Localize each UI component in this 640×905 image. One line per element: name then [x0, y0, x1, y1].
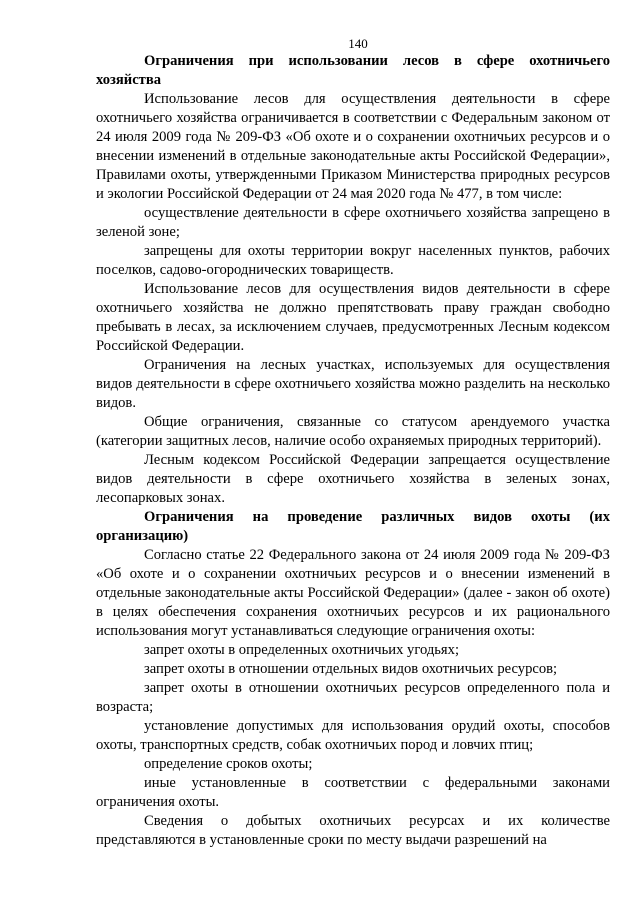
paragraph: Согласно статье 22 Федерального закона от 24 июля 2009 года № 209-ФЗ «Об охоте и о сохранении охотничьих ресурсов и о внесении изменений в отдельные законодательные акты Российской Федерации» (далее - закон об охоте) в целях обеспечения сохранения охотничьих ресурсов и их рационального использования могут устанавливаться следующие ограничения охоты: [96, 547, 610, 639]
paragraph: Общие ограничения, связанные со статусом арендуемого участка (категории защитных лесов, наличие особо охраняемых природных территорий). [96, 414, 610, 449]
paragraph: Лесным кодексом Российской Федерации запрещается осуществление видов деятельности в сфере охотничьего хозяйства в зеленых зонах, лесопарковых зонах. [96, 452, 610, 506]
section-heading-forest-use: Ограничения при использовании лесов в сфере охотничьего хозяйства [96, 53, 610, 88]
paragraph: Использование лесов для осуществления деятельности в сфере охотничьего хозяйства ограничивается в соответствии с Федеральным законом от 24 июля 2009 года № 209-ФЗ «Об охоте и о сохранении охотничьих ресурсов и о внесении изменений в отдельные законодательные акты Российской Федерации», Правилами охоты, утвержденными Приказом Министерства природных ресурсов и экологии Российской Федерации от 24 мая 2020 года № 477, в том числе: [96, 91, 610, 202]
section-heading-hunting-restrictions: Ограничения на проведение различных видов охоты (их организацию) [96, 509, 610, 544]
paragraph: Сведения о добытых охотничьих ресурсах и их количестве представляются в установленные сроки по месту выдачи разрешений на [96, 813, 610, 848]
list-item: определение сроков охоты; [144, 756, 313, 772]
page-number: 140 [348, 36, 368, 51]
list-item: запрещены для охоты территории вокруг населенных пунктов, рабочих поселков, садово-огороднических товариществ. [96, 243, 610, 278]
list-item: запрет охоты в определенных охотничьих угодьях; [144, 642, 459, 658]
list-item: запрет охоты в отношении охотничьих ресурсов определенного пола и возраста; [96, 680, 610, 715]
list-item: осуществление деятельности в сфере охотничьего хозяйства запрещено в зеленой зоне; [96, 205, 610, 240]
list-item: установление допустимых для использования орудий охоты, способов охоты, транспортных средств, собак охотничьих пород и ловчих птиц; [96, 718, 610, 753]
list-item: иные установленные в соответствии с федеральными законами ограничения охоты. [96, 775, 610, 810]
paragraph: Ограничения на лесных участках, используемых для осуществления видов деятельности в сфере охотничьего хозяйства можно разделить на несколько видов. [96, 357, 610, 411]
paragraph: Использование лесов для осуществления видов деятельности в сфере охотничьего хозяйства не должно препятствовать праву граждан свободно пребывать в лесах, за исключением случаев, предусмотренных Лесным кодексом Российской Федерации. [96, 281, 610, 354]
list-item: запрет охоты в отношении отдельных видов охотничьих ресурсов; [144, 661, 558, 677]
